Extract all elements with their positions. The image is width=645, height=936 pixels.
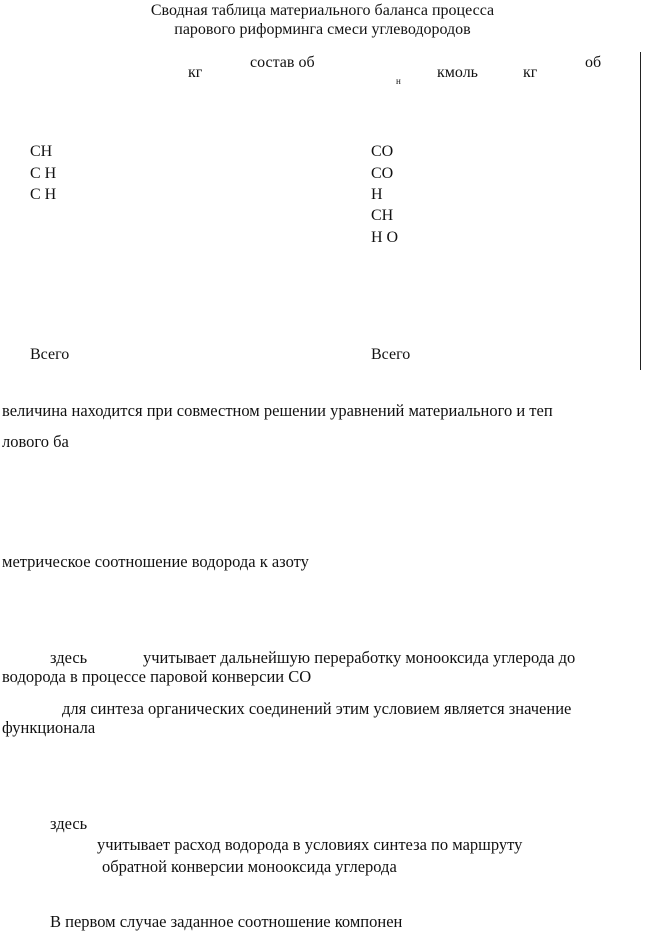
left-row-c2h: C H xyxy=(30,165,57,182)
paragraph-line: метрическое соотношение водорода к азоту xyxy=(2,552,309,571)
right-row-co: CO xyxy=(371,143,394,160)
left-row-c3h: C H xyxy=(30,186,57,203)
table-title-line2: парового риформинга смеси углеводородов xyxy=(174,21,471,38)
paragraph-line: В первом случае заданное соотношение компонен xyxy=(50,912,403,931)
header-kmol: кмоль xyxy=(437,64,478,81)
paragraph-line: обратной конверсии монооксида углерода xyxy=(102,857,397,876)
paragraph-line: функционала xyxy=(2,718,96,737)
right-row-ch4: CH xyxy=(371,207,394,224)
left-total: Всего xyxy=(30,346,70,363)
paragraph-line: учитывает дальнейшую переработку монооксида углерода до xyxy=(143,648,576,667)
header-ob-right: об xyxy=(585,54,602,71)
left-row-ch: CH xyxy=(30,143,53,160)
paragraph-line: учитывает расход водорода в условиях синтеза по маршруту xyxy=(97,835,523,854)
paragraph-line: водорода в процессе паровой конверсии CO xyxy=(2,667,312,686)
right-row-co2: CO xyxy=(371,165,394,182)
paragraph-line: здесь xyxy=(50,814,88,833)
table-right-border xyxy=(640,52,641,370)
header-sostav-ob: состав об xyxy=(250,54,315,71)
right-row-h2: H xyxy=(371,186,383,203)
header-subscript-n: н xyxy=(396,76,401,86)
header-kg-right: кг xyxy=(523,64,538,81)
paragraph-line: величина находится при совместном решении уравнений материального и теп xyxy=(2,401,553,420)
header-kg-left: кг xyxy=(188,64,203,81)
paragraph-line: для синтеза органических соединений этим условием является значение xyxy=(62,699,572,718)
paragraph-line: лового ба xyxy=(2,432,69,451)
right-total: Всего xyxy=(371,346,411,363)
table-title-line1: Сводная таблица материального баланса процесса xyxy=(150,2,495,19)
right-row-h2o: H O xyxy=(371,229,399,246)
paragraph-line: здесь xyxy=(50,648,88,667)
